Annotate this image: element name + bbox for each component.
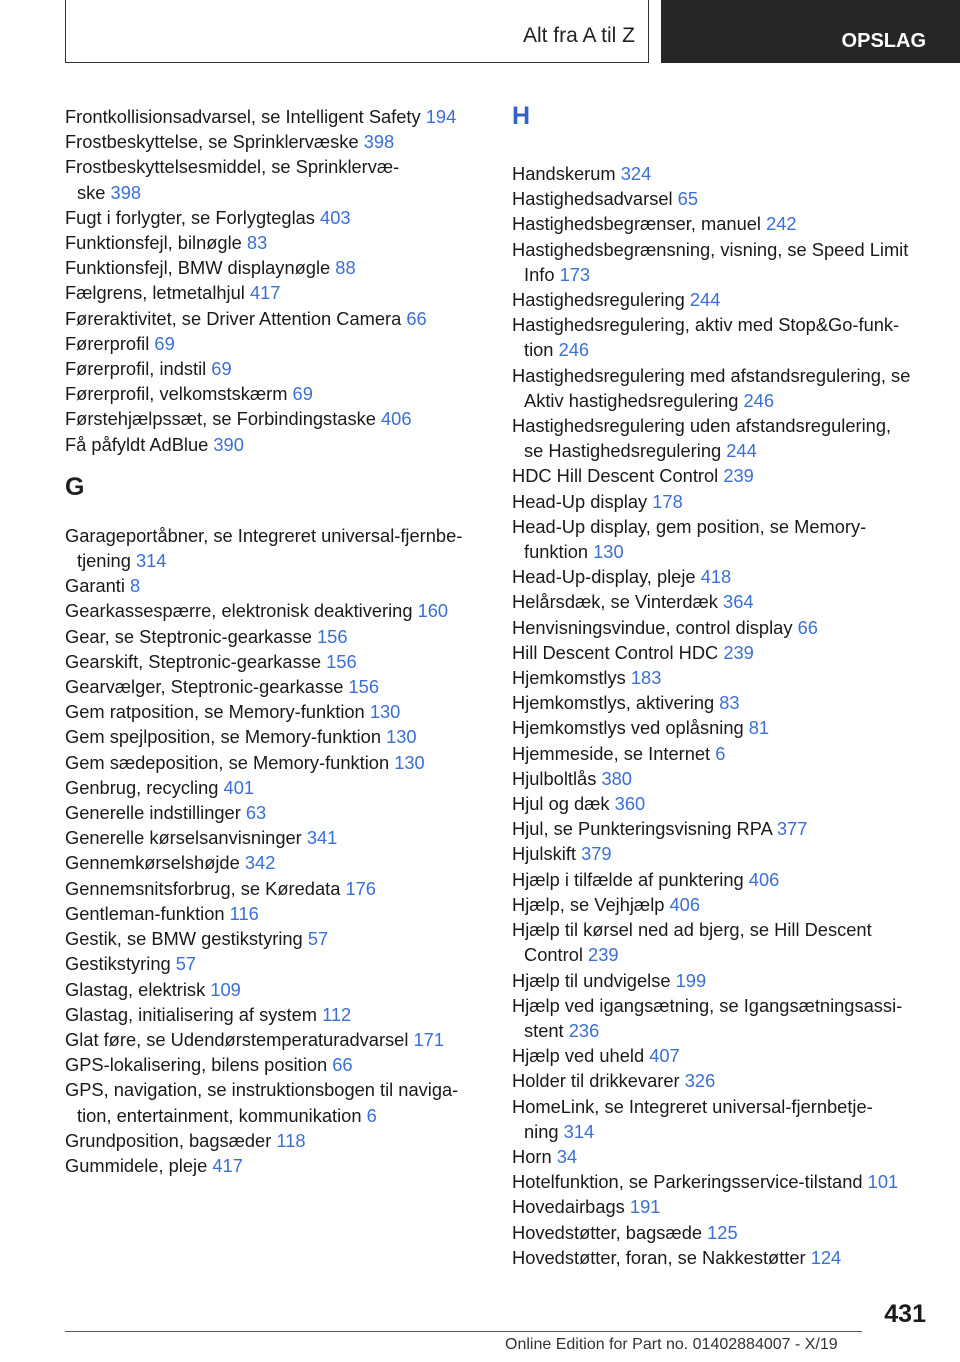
index-entry [65,1077,490,1102]
index-entry-text: Gummidele, pleje [65,1154,208,1176]
index-entry [65,825,490,850]
page-reference-link[interactable]: 406 [381,408,412,430]
index-entry [512,615,934,640]
index-entry-text: Hovedstøtter, foran, se Nakkestøtter [512,1246,806,1268]
index-entry [65,573,490,598]
index-entry [512,463,934,488]
index-entry [512,715,934,740]
index-entry [65,331,490,356]
index-entry [512,892,934,917]
page-reference-link[interactable]: 81 [748,717,770,739]
page-reference-link[interactable]: 88 [335,257,356,279]
index-entry-text: stent [524,1019,564,1041]
index-entry [512,1245,934,1270]
index-entry-continuation [65,1103,490,1128]
page-reference-link[interactable]: 66 [332,1054,353,1076]
index-entry-text: Gestik, se BMW gestikstyring [65,928,303,950]
page-reference-link[interactable]: 417 [212,1154,243,1176]
index-entry-text: Gear, se Steptronic-gearkasse [65,625,312,647]
index-entry [65,205,490,230]
page-reference-link[interactable]: 118 [276,1129,306,1151]
index-entry [65,598,490,623]
index-entry-text: Gennemsnitsforbrug, se Køredata [65,877,341,899]
index-entry-text: Frontkollisionsadvarsel, se Intelligent Safety [65,106,421,127]
index-entry [65,1128,490,1153]
index-entry [65,255,490,280]
page-reference-link[interactable]: 130 [386,726,417,748]
index-entry [65,280,490,305]
page-reference-link[interactable]: 8 [130,575,141,597]
index-entry-text: Gentleman-funktion [65,902,225,924]
index-entry [65,129,490,154]
page-reference-link[interactable]: 326 [684,1070,716,1092]
index-entry-text: Hjælp i tilfælde af punktering [512,868,744,890]
index-entry [512,741,934,766]
index-entry [512,1094,934,1119]
index-entry-continuation [512,388,934,413]
index-entry-text: Head-Up-display, pleje [512,566,696,588]
page-reference-link[interactable]: 239 [723,465,754,487]
page-reference-link[interactable]: 130 [369,701,401,723]
index-entry-text: Frostbeskyttelse, se Sprinklervæske [65,131,359,153]
page-reference-link[interactable]: 406 [669,893,701,915]
index-entry [512,514,934,539]
index-entry-text: Hjemkomstlys [512,667,626,689]
index-entry [512,766,934,791]
page-reference-link[interactable]: 69 [211,358,232,380]
page-reference-link[interactable]: 398 [110,181,142,203]
index-entry-continuation [512,942,934,967]
index-entry [512,287,934,312]
page-reference-link[interactable]: 379 [581,843,612,865]
index-entry [512,1043,934,1068]
index-entry-text: ning [524,1120,559,1142]
index-entry [65,724,490,749]
index-entry [512,841,934,866]
index-entry-text: Førerprofil, velkomstskærm [65,383,288,405]
page-reference-link[interactable]: 173 [559,263,591,285]
index-entry [512,1220,934,1245]
index-entry-text: Hill Descent Control HDC [512,641,719,663]
index-entry-text: Glastag, elektrisk [65,978,206,1000]
page-reference-link[interactable]: 407 [649,1045,680,1067]
page-reference-link[interactable]: 236 [568,1019,600,1041]
page-reference-link[interactable]: 418 [700,566,732,588]
index-entry-text: Hjemkomstlys, aktivering [512,692,715,714]
index-entry-text: Info [524,263,555,285]
index-entry-text: Head-Up display, gem position, se Memory- [512,515,867,537]
page-reference-link[interactable]: 178 [652,490,683,512]
page-reference-link[interactable]: 112 [322,1003,352,1025]
footer-divider [65,1331,862,1332]
page-reference-link[interactable]: 66 [797,616,818,638]
index-entry-text: Horn [512,1145,552,1167]
index-entry [65,800,490,825]
index-entry-text: Gem sædeposition, se Memory-funktion [65,751,390,773]
page-number: 431 [884,1300,926,1328]
index-entry-text: Hastighedsadvarsel [512,188,673,210]
page-reference-link[interactable]: 199 [675,969,707,991]
index-entry-text: Genbrug, recycling [65,776,219,798]
index-column-left [65,104,490,1178]
page-reference-link[interactable]: 63 [245,802,267,824]
page-reference-link[interactable]: 57 [175,953,197,975]
index-entry-text: Hovedairbags [512,1196,625,1218]
index-entry-text: HDC Hill Descent Control [512,465,719,487]
index-entry [512,564,934,589]
index-entry-text: tjening [77,550,131,572]
page-reference-link[interactable]: 156 [348,676,380,698]
index-entry-text: Hastighedsregulering uden afstandsregulering, [512,415,892,437]
index-entry [512,1194,934,1219]
index-entry-text: Gem spejlposition, se Memory-funktion [65,726,381,748]
page-reference-link[interactable]: 406 [748,868,780,890]
page-reference-link[interactable]: 34 [556,1145,578,1167]
index-entry [512,816,934,841]
index-entry [65,850,490,875]
index-entry [65,104,490,129]
index-entry-continuation [65,180,490,205]
index-entry-text: Hjælp til undvigelse [512,969,671,991]
index-entry-text: Få påfyldt AdBlue [65,433,209,455]
index-entry-text: Hovedstøtter, bagsæde [512,1221,703,1243]
index-entry [65,381,490,406]
index-entry [512,1169,934,1194]
index-entry-text: Hastighedsregulering med afstandsregulering, se [512,364,911,386]
index-entry-text: Førerprofil, indstil [65,358,207,380]
page-reference-link[interactable]: 239 [588,944,619,966]
index-entry-text: Henvisningsvindue, control display [512,616,793,638]
index-entry [65,876,490,901]
index-entry-text: Helårsdæk, se Vinterdæk [512,591,718,613]
index-entry-text: tion, entertainment, kommunikation [77,1104,362,1126]
index-entry-text: Gestikstyring [65,953,171,975]
index-entry-text: Gennemkørselshøjde [65,852,240,874]
index-entry [512,211,934,236]
page-reference-link[interactable]: 239 [723,641,754,663]
index-letter-heading: G [65,472,85,501]
index-entry [65,699,490,724]
index-entry-text: HomeLink, se Integreret universal-fjernbetje- [512,1095,873,1117]
index-entry-text: Hjulboltlås [512,767,597,789]
index-entry-text: Hastighedsregulering, aktiv med Stop&Go-funk- [512,314,900,336]
index-entry-text: Head-Up display [512,490,648,512]
index-entry [65,406,490,431]
page-reference-link[interactable]: 156 [326,650,357,672]
index-entry [512,413,934,438]
index-entry-text: Hastighedsbegrænser, manuel [512,213,761,235]
page-reference-link[interactable]: 194 [425,106,457,127]
page-reference-link[interactable]: 417 [249,282,281,304]
index-entry-text: Hjælp ved uheld [512,1045,645,1067]
index-entry-text: Funktionsfejl, BMW displaynøgle [65,257,331,279]
page-reference-link[interactable]: 6 [366,1104,377,1126]
page-reference-link[interactable]: 176 [345,877,376,899]
index-entry [512,237,934,262]
index-entry-text: Hotelfunktion, se Parkeringsservice-tilstand [512,1171,863,1193]
index-entry [65,674,490,699]
index-entry-text: Frostbeskyttelsesmiddel, se Sprinklervæ- [65,156,400,178]
index-entry-text: Funktionsfejl, bilnøgle [65,232,242,254]
index-entry [512,589,934,614]
page-reference-link[interactable]: 398 [363,131,395,153]
page-reference-link[interactable]: 116 [229,902,259,924]
page-reference-link[interactable]: 364 [723,591,754,613]
page-reference-link[interactable]: 390 [213,433,244,455]
page-reference-link[interactable]: 246 [743,389,775,411]
index-entry-continuation [512,1119,934,1144]
page-reference-link[interactable]: 130 [593,541,624,563]
index-entry [512,867,934,892]
index-entry-text: GPS, navigation, se instruktionsbogen til naviga- [65,1079,459,1101]
index-entry-text: Hjælp ved igangsætning, se Igangsætningsassi- [512,994,903,1016]
index-entry [512,161,934,186]
index-entry [512,665,934,690]
page-reference-link[interactable]: 109 [210,978,241,1000]
index-entry [512,489,934,514]
index-entry-text: Fælgrens, letmetalhjul [65,282,245,304]
page-reference-link[interactable]: 377 [776,818,808,840]
page-reference-link[interactable]: 130 [394,751,425,773]
index-entry-text: Garanti [65,575,125,597]
index-entry-text: Hjemmeside, se Internet [512,742,711,764]
index-entry-text: funktion [524,541,589,563]
index-entry-text: Hjemkomstlys ved oplåsning [512,717,744,739]
page-reference-link[interactable]: 380 [601,767,632,789]
index-entry-text: Control [524,944,583,966]
index-entry-text: Fugt i forlygter, se Forlygteglas [65,206,315,228]
page-reference-link[interactable]: 124 [810,1246,842,1268]
index-entry [512,312,934,337]
index-entry-text: se Hastighedsregulering [524,440,722,462]
page-reference-link[interactable]: 83 [719,692,740,714]
index-entry-text: Førerprofil [65,332,150,354]
index-entry [65,356,490,381]
index-entry-text: Føreraktivitet, se Driver Attention Camera [65,307,402,329]
index-entry [65,624,490,649]
index-entry-text: Generelle indstillinger [65,802,241,824]
index-entry [512,917,934,942]
index-entry-text: Hastighedsregulering [512,289,685,311]
index-entry-text: Gearvælger, Steptronic-gearkasse [65,676,344,698]
index-entry-text: Hjul og dæk [512,793,610,815]
page-reference-link[interactable]: 66 [406,307,427,329]
index-entry [65,977,490,1002]
page-reference-link[interactable]: 6 [715,742,726,764]
index-entry-continuation [512,1018,934,1043]
index-entry-text: Grundposition, bagsæder [65,1129,272,1151]
index-entry [65,901,490,926]
index-entry [65,750,490,775]
index-entry-text: ske [77,181,106,203]
index-entry-text: Gearkassespærre, elektronisk deaktivering [65,600,413,622]
index-entry-continuation [512,438,934,463]
section-tab-opslag[interactable]: OPSLAG [661,0,960,63]
page-reference-link[interactable]: 244 [689,289,721,311]
index-entry-continuation [512,262,934,287]
index-entry-text: Generelle kørselsanvisninger [65,827,302,849]
index-entry [512,791,934,816]
index-entry [65,523,490,548]
index-entry-text: Garageportåbner, se Integreret universal-fjernbe- [65,524,463,546]
index-entry-text: Gearskift, Steptronic-gearkasse [65,650,322,672]
page-reference-link[interactable]: 324 [620,163,652,184]
page-reference-link[interactable]: 156 [317,625,348,647]
index-entry-text: tion [524,339,554,361]
index-entry-text: Hjælp til kørsel ned ad bjerg, se Hill Descent [512,919,872,941]
index-entry-text: Aktiv hastighedsregulering [524,389,739,411]
index-entry [65,230,490,255]
page-reference-link[interactable]: 69 [292,383,313,405]
page-reference-link[interactable]: 191 [629,1196,661,1218]
index-entry [512,1144,934,1169]
index-entry-continuation [65,548,490,573]
index-entry-text: Glastag, initialisering af system [65,1003,317,1025]
index-entry-text: Handskerum [512,163,616,184]
index-entry [65,154,490,179]
index-entry [512,1068,934,1093]
page-reference-link[interactable]: 83 [246,232,268,254]
index-entry [512,186,934,211]
page-reference-link[interactable]: 183 [630,667,662,689]
index-column-right [512,104,934,1270]
index-entry [65,432,490,457]
page-reference-link[interactable]: 125 [707,1221,738,1243]
page-reference-link[interactable]: 360 [614,793,646,815]
page-reference-link[interactable]: 341 [306,827,338,849]
index-entry [512,690,934,715]
index-entry-text: Hjælp, se Vejhjælp [512,893,665,915]
index-entry [65,1002,490,1027]
index-entry-text: Glat føre, se Udendørstemperaturadvarsel [65,1028,409,1050]
page-reference-link[interactable]: 403 [320,206,351,228]
index-entry-continuation [512,337,934,362]
page-reference-link[interactable]: 314 [135,550,167,572]
index-entry-text: Førstehjælpssæt, se Forbindingstaske [65,408,376,430]
footer-edition-text: Online Edition for Part no. 01402884007 - X/19 [505,1336,838,1353]
page-reference-link[interactable]: 244 [726,440,757,462]
index-entry [512,640,934,665]
index-letter-heading: H [512,102,531,130]
index-entry [65,649,490,674]
page-reference-link[interactable]: 69 [154,332,175,354]
page-reference-link[interactable]: 57 [307,928,329,950]
page-reference-link[interactable]: 401 [223,776,255,798]
index-entry [512,363,934,388]
index-entry [65,306,490,331]
index-entry-text: Gem ratposition, se Memory-funktion [65,701,365,723]
index-entry-continuation [512,539,934,564]
page-reference-link[interactable]: 242 [766,213,797,235]
page-reference-link[interactable]: 101 [867,1171,899,1193]
index-entry-text: Hastighedsbegrænsning, visning, se Speed Limit [512,238,909,260]
page-reference-link[interactable]: 160 [417,600,449,622]
index-entry [65,775,490,800]
index-entry-text: Hjulskift [512,843,576,865]
page-reference-link[interactable]: 342 [244,852,276,874]
index-entry [512,968,934,993]
index-entry [65,951,490,976]
index-entry-text: Hjul, se Punkteringsvisning RPA [512,818,772,840]
index-entry-text: Holder til drikkevarer [512,1070,680,1092]
index-entry [65,1153,490,1178]
index-entry [512,993,934,1018]
page-reference-link[interactable]: 314 [563,1120,595,1142]
section-title: Alt fra A til Z [522,24,635,47]
page-reference-link[interactable]: 65 [677,188,698,210]
index-entry [65,926,490,951]
index-entry [65,1052,490,1077]
index-entry [65,1027,490,1052]
page-reference-link[interactable]: 171 [413,1028,445,1050]
index-entry-text: GPS-lokalisering, bilens position [65,1054,328,1076]
page-reference-link[interactable]: 246 [558,339,590,361]
